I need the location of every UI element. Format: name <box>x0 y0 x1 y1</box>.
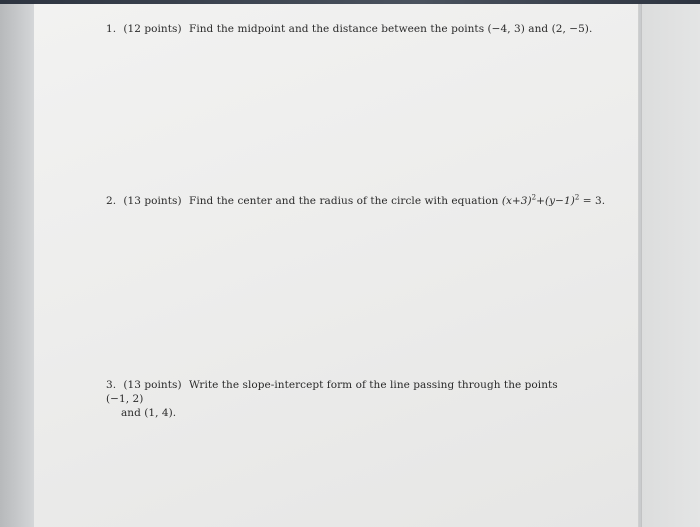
left-margin <box>0 4 34 527</box>
question-number: 2. <box>106 195 117 207</box>
question-text: Find the midpoint and the distance between the points (−4, 3) and (2, −5). <box>189 23 593 35</box>
exponent: 2 <box>531 193 537 202</box>
question-text-continued: and (1, 4). <box>121 407 177 419</box>
question-text: Write the slope-intercept form of the line passing through the points (−1, 2) <box>106 379 558 405</box>
question-points: (13 points) <box>123 195 182 207</box>
worksheet-page <box>34 4 639 527</box>
question-3 <box>106 378 576 420</box>
question-number: 1. <box>106 23 117 35</box>
question-text: Find the center and the radius of the circle with equation <box>189 195 502 207</box>
exponent: 2 <box>574 193 580 202</box>
equation-term-y: +(y−1) <box>536 195 575 207</box>
right-panel <box>641 4 700 527</box>
question-2 <box>106 194 606 208</box>
equation-rhs: = 3. <box>579 195 606 207</box>
question-1 <box>106 22 606 36</box>
question-number: 3. <box>106 379 117 391</box>
question-points: (13 points) <box>123 379 182 391</box>
equation-term-x: (x+3) <box>501 195 532 207</box>
question-points: (12 points) <box>123 23 182 35</box>
